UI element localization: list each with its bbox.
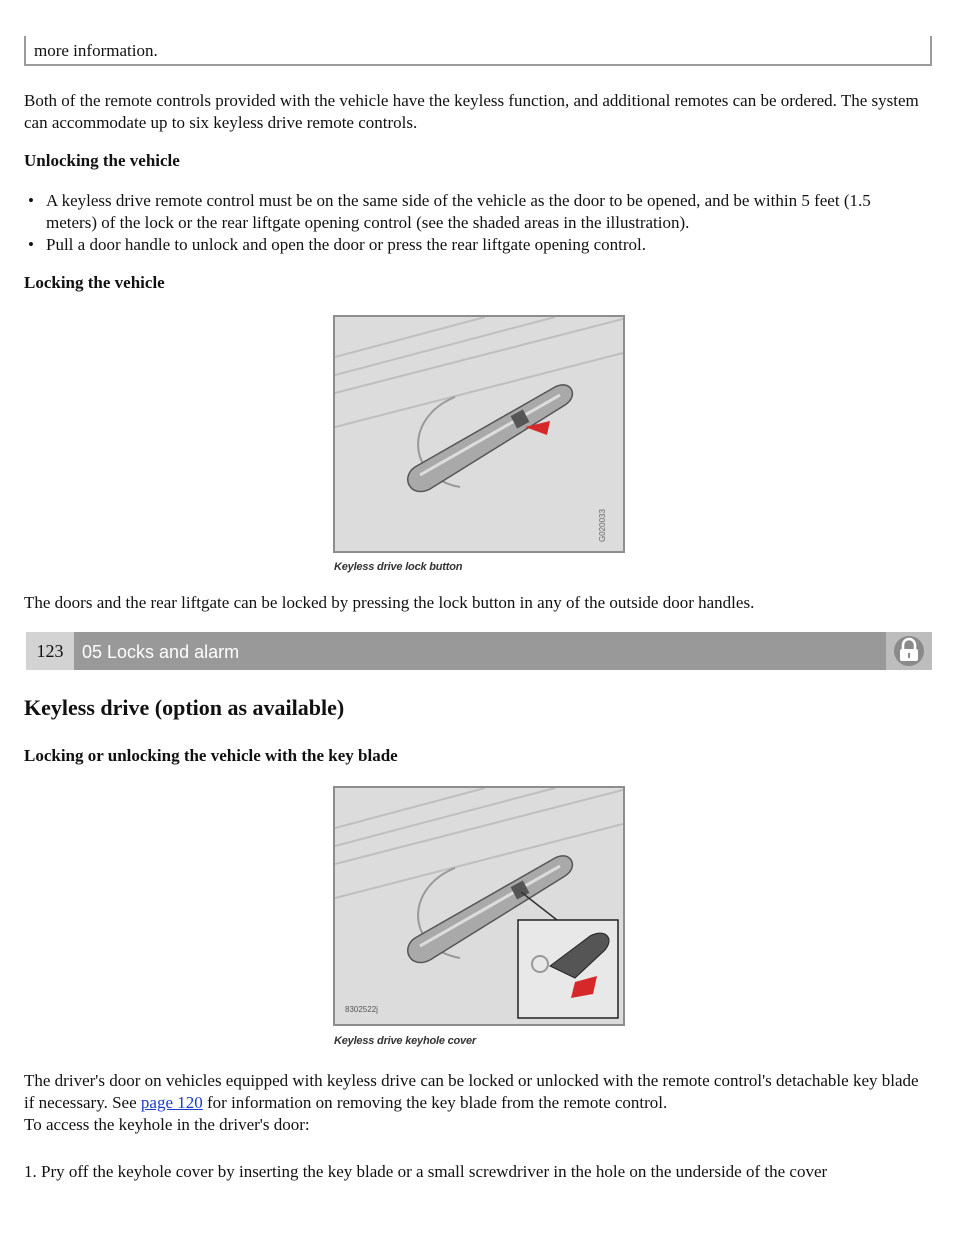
keyhole-cover-illustration xyxy=(333,786,625,1026)
key-blade-paragraph: The driver's door on vehicles equipped with keyless drive can be locked or unlocked with the remote control's detachable key blade if necessary. See page 120 for information on removing the key blade from the remote control. To access the keyhole in the driver's door: xyxy=(24,1071,919,1134)
figure-caption: Keyless drive keyhole cover xyxy=(334,1035,476,1047)
step-1: 1. Pry off the keyhole cover by inserting the key blade or a small screwdriver in the hole on the underside of the cover xyxy=(24,1162,828,1181)
lock-button-illustration xyxy=(333,315,625,553)
padlock-icon xyxy=(886,632,932,670)
page-120-link[interactable]: page 120 xyxy=(140,1093,203,1112)
intro-paragraph: Both of the remote controls provided with the vehicle have the keyless function, and additional remotes can be ordered. The system can accommodate up to six keyless drive remote controls. xyxy=(24,91,919,132)
list-item: • A keyless drive remote control must be on the same side of the vehicle as the door to be opened, and be within 5 feet (1.5 meters) of the lock or the rear liftgate opening control (see the shaded areas in the illustration). xyxy=(24,190,924,234)
figure-code: G020033 xyxy=(598,509,607,542)
unlocking-heading: Unlocking the vehicle xyxy=(24,151,180,170)
locking-heading: Locking the vehicle xyxy=(24,273,165,292)
chapter-icon-box xyxy=(886,632,932,670)
page-number: 123 xyxy=(26,632,74,670)
top-note-text: more information. xyxy=(34,41,158,60)
section-title: Keyless drive (option as available) xyxy=(24,695,345,720)
figure-caption: Keyless drive lock button xyxy=(334,561,463,573)
door-handle-keyhole-drawing xyxy=(335,788,623,1024)
list-item: • Pull a door handle to unlock and open the door or press the rear liftgate opening control. xyxy=(24,234,924,256)
key-blade-subheading: Locking or unlocking the vehicle with the key blade xyxy=(24,746,398,765)
door-handle-drawing xyxy=(335,317,623,551)
locking-paragraph: The doors and the rear liftgate can be locked by pressing the lock button in any of the outside door handles. xyxy=(24,593,755,612)
note-box xyxy=(24,36,932,66)
figure-code: 8302522j xyxy=(345,1005,378,1014)
unlocking-bullet-list xyxy=(24,190,924,256)
chapter-title: 05 Locks and alarm xyxy=(82,642,240,662)
